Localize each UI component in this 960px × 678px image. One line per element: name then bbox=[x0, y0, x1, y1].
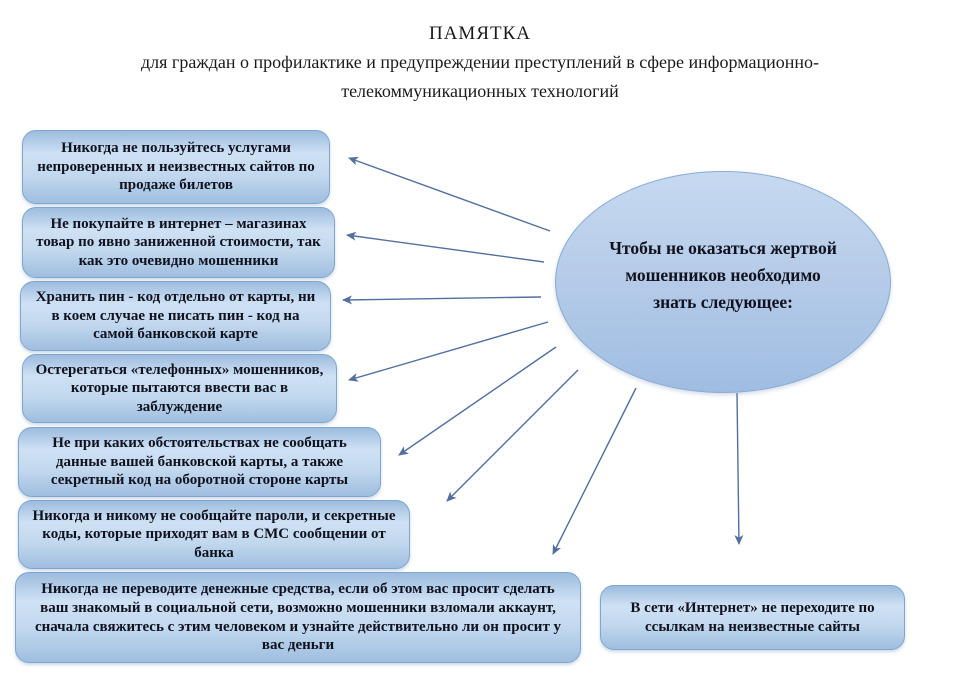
arrow-to-tip-1 bbox=[349, 158, 550, 231]
arrow-to-tip-2 bbox=[347, 235, 544, 262]
arrow-to-tip-3 bbox=[343, 297, 541, 300]
arrow-to-tip-8 bbox=[737, 393, 739, 544]
tip-box-pin-code: Хранить пин - код отдельно от карты, ни в коем случае не писать пин - код на самой банковской карте bbox=[20, 281, 331, 351]
central-bubble-text: Чтобы не оказаться жертвой мошенников необходимо знать следующее: bbox=[609, 237, 837, 312]
tip-box-unknown-links: В сети «Интернет» не переходите по ссылкам на неизвестные сайты bbox=[600, 585, 905, 650]
page-title bbox=[0, 22, 960, 106]
arrow-to-tip-6 bbox=[447, 370, 578, 501]
title-heading: ПАМЯТКА bbox=[428, 23, 531, 44]
title-subtitle bbox=[0, 48, 960, 106]
tip-box-phone-scammers: Остерегаться «телефонных» мошенников, которые пытаются ввести вас в заблуждение bbox=[22, 354, 337, 423]
tip-box-card-data: Не при каких обстоятельствах не сообщать данные вашей банковской карты, а также секретный код на оборотной стороне карты bbox=[18, 427, 381, 497]
tip-box-cheap-goods: Не покупайте в интернет – магазинах товар по явно заниженной стоимости, так как это очевидно мошенники bbox=[22, 207, 335, 278]
arrow-to-tip-5 bbox=[399, 347, 556, 455]
central-bubble bbox=[555, 171, 891, 393]
tip-box-ticket-sites: Никогда не пользуйтесь услугами непроверенных и неизвестных сайтов по продаже билетов bbox=[22, 130, 330, 204]
arrow-to-tip-4 bbox=[349, 322, 548, 380]
arrow-to-tip-7 bbox=[553, 388, 636, 554]
tip-box-sms-codes: Никогда и никому не сообщайте пароли, и секретные коды, которые приходят вам в СМС сообщении от банка bbox=[18, 500, 410, 569]
title-subtitle-line1: для граждан о профилактике и предупреждении преступлений в сфере информационно- bbox=[141, 52, 819, 72]
title-subtitle-line2: телекоммуникационных технологий bbox=[341, 81, 619, 101]
tip-box-money-transfer: Никогда не переводите денежные средства, если об этом вас просит сделать ваш знакомый в социальной сети, возможно мошенники взломали аккаунт, сначала свяжитесь с этим человеком и узнайте действительно ли он просит у вас деньги bbox=[15, 572, 581, 663]
